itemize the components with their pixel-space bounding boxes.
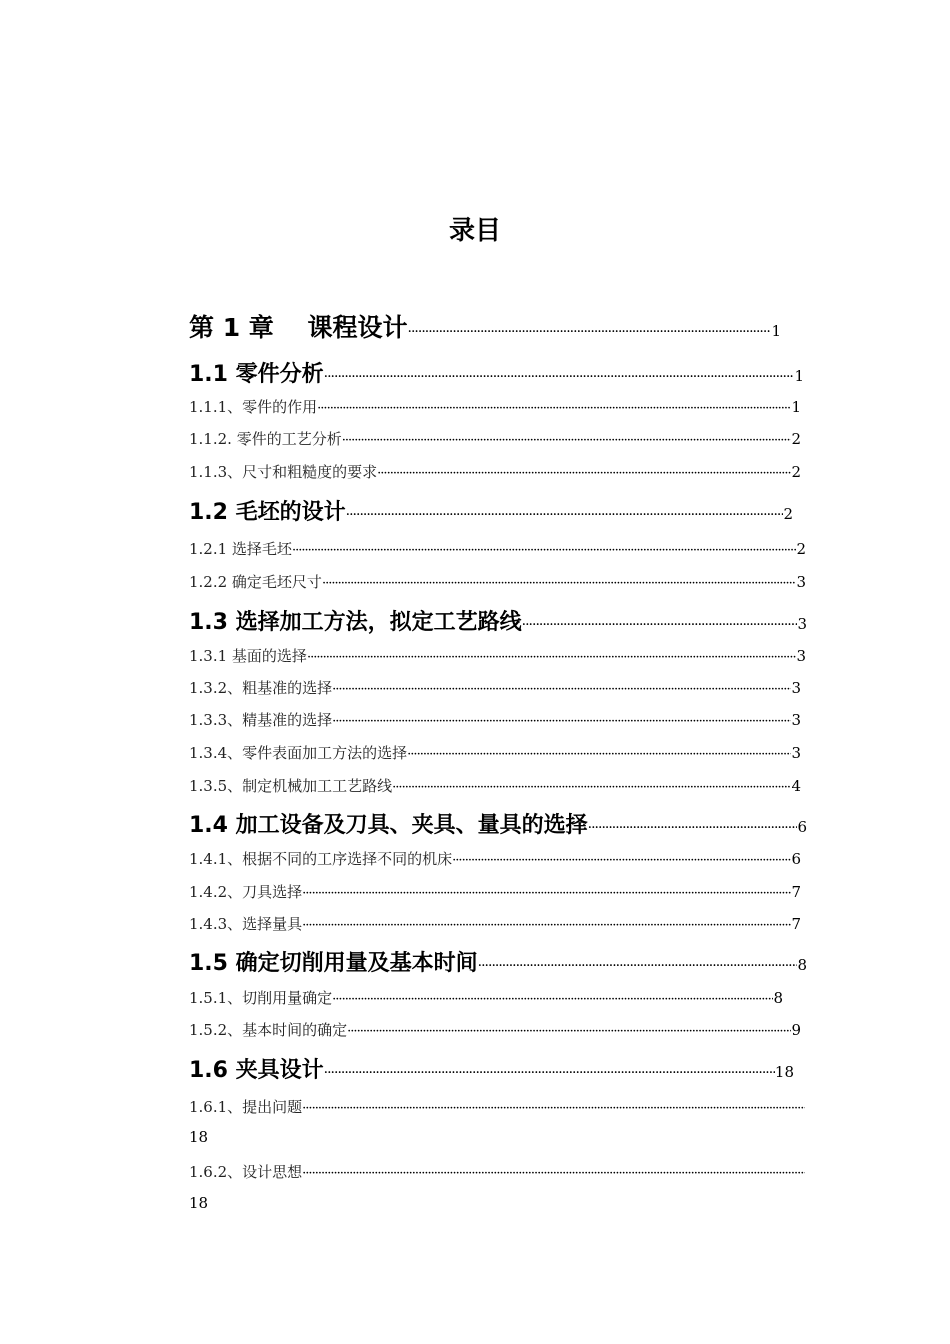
toc-leader (478, 958, 798, 974)
toc-label: 1.5 确定切削用量及基本时间 (189, 951, 478, 976)
page-title: 录目 (448, 216, 501, 246)
toc-page-number: 3 (796, 573, 806, 591)
toc-leader (322, 576, 797, 591)
toc-entry-1-5-2[interactable] (189, 1019, 801, 1040)
toc-page-number: 8 (773, 989, 783, 1007)
toc-label: 1.1.3、尺寸和粗糙度的要求 (189, 463, 378, 481)
toc-page-number: 4 (791, 777, 801, 795)
toc-page-number: 9 (791, 1021, 801, 1039)
toc-page-number: 3 (797, 615, 807, 633)
toc-page-number: 6 (791, 850, 801, 868)
toc-section-1-2[interactable] (189, 495, 793, 526)
toc-leader (346, 507, 784, 523)
toc-leader (342, 433, 792, 448)
toc-label: 1.4.2、刀具选择 (189, 883, 303, 901)
toc-label: 1.3.3、精基准的选择 (189, 711, 333, 729)
toc-label: 1.2 毛坯的设计 (189, 500, 346, 525)
toc-label: 1.3.1 基面的选择 (189, 647, 307, 665)
toc-page-number: 3 (791, 744, 801, 762)
toc-leader (452, 853, 791, 868)
toc-entry-1-3-4[interactable] (189, 742, 801, 763)
toc-leader (302, 918, 791, 933)
toc-label: 1.3.2、粗基准的选择 (189, 679, 333, 697)
toc-page-number: 6 (797, 818, 807, 836)
toc-page-number: 7 (791, 883, 801, 901)
toc-label: 1.2.1 选择毛坯 (189, 540, 292, 558)
toc-page-number: 2 (783, 505, 793, 523)
toc-entry-1-3-2[interactable] (189, 677, 801, 698)
toc-page-number: 1 (791, 398, 801, 416)
toc-page-number: 2 (791, 430, 801, 448)
toc-page-number: 3 (791, 679, 801, 697)
toc-section-1-6[interactable] (189, 1053, 794, 1084)
toc-leader (392, 780, 791, 795)
toc-leader (332, 682, 791, 697)
toc-label: 1.6.2、设计思想 (189, 1163, 303, 1181)
toc-leader (332, 714, 791, 729)
toc-label: 1.6 夹具设计 (189, 1058, 324, 1083)
toc-label: 1.2.2 确定毛坯尺寸 (189, 573, 322, 591)
toc-leader (302, 886, 791, 901)
toc-page-number: 18 (774, 1063, 794, 1081)
toc-page-number: 18 (189, 1194, 209, 1212)
toc-leader (302, 1166, 805, 1181)
toc-label: 1.3.5、制定机械加工工艺路线 (189, 777, 393, 795)
toc-entry-1-3-3[interactable] (189, 709, 801, 730)
toc-label: 1.4.3、选择量具 (189, 915, 303, 933)
toc-label: 1.1.1、零件的作用 (189, 398, 318, 416)
toc-leader (324, 369, 795, 385)
toc-page-number: 2 (791, 463, 801, 481)
toc-label: 1.6.1、提出问题 (189, 1098, 303, 1116)
toc-leader (408, 324, 772, 340)
toc-leader (522, 617, 798, 633)
toc-page-number: 3 (791, 711, 801, 729)
toc-leader (292, 543, 797, 558)
toc-section-1-5[interactable] (189, 946, 807, 977)
toc-leader (407, 747, 791, 762)
toc-entry-1-1-1[interactable] (189, 396, 801, 417)
toc-label: 1.4.1、根据不同的工序选择不同的机床 (189, 850, 453, 868)
toc-entry-1-1-2[interactable] (189, 428, 801, 449)
toc-leader (332, 992, 773, 1007)
toc-section-1-3[interactable] (189, 605, 807, 636)
toc-leader (377, 466, 791, 481)
toc-entry-1-4-3[interactable] (189, 913, 801, 934)
toc-entry-1-3-5[interactable] (189, 775, 801, 796)
toc-page-number: 8 (797, 956, 807, 974)
toc-label: 1.3 选择加工方法，拟定工艺路线 (189, 610, 522, 635)
toc-page-number: 18 (189, 1128, 209, 1146)
toc-page-number: 3 (796, 647, 806, 665)
toc-entry-1-4-1[interactable] (189, 848, 801, 869)
toc-entry-1-6-1[interactable] (189, 1096, 805, 1117)
toc-leader (324, 1065, 775, 1081)
toc-entry-1-5-1[interactable] (189, 987, 783, 1008)
toc-page-number: 1 (771, 322, 781, 340)
toc-leader (307, 650, 797, 665)
toc-label: 1.4 加工设备及刀具、夹具、量具的选择 (189, 813, 588, 838)
toc-entry-1-4-2[interactable] (189, 881, 801, 902)
toc-label: 1.3.4、零件表面加工方法的选择 (189, 744, 408, 762)
toc-page-number: 1 (794, 367, 804, 385)
toc-chapter-1[interactable] (189, 308, 781, 344)
toc-page-number: 2 (796, 540, 806, 558)
toc-label: 第 1 章 课程设计 (189, 313, 408, 342)
toc-label: 1.1 零件分析 (189, 362, 324, 387)
toc-section-1-4[interactable] (189, 808, 807, 839)
toc-section-1-1[interactable] (189, 357, 804, 388)
toc-leader (588, 820, 798, 836)
toc-page-number: 7 (791, 915, 801, 933)
toc-leader (347, 1024, 791, 1039)
toc-entry-1-3-1[interactable] (189, 645, 806, 666)
toc-label: 1.5.2、基本时间的确定 (189, 1021, 348, 1039)
toc-leader (317, 401, 791, 416)
toc-entry-1-2-2[interactable] (189, 571, 806, 592)
toc-label: 1.1.2. 零件的工艺分析 (189, 430, 342, 448)
toc-leader (302, 1101, 805, 1116)
toc-entry-1-1-3[interactable] (189, 461, 801, 482)
toc-entry-1-2-1[interactable] (189, 538, 806, 559)
toc-entry-1-6-2[interactable] (189, 1161, 805, 1182)
toc-label: 1.5.1、切削用量确定 (189, 989, 333, 1007)
